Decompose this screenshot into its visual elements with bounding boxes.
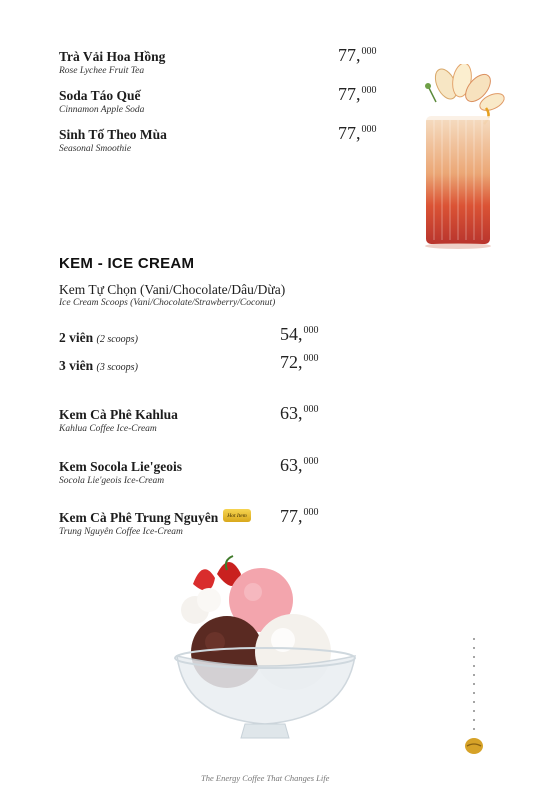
decor-dot bbox=[473, 719, 475, 721]
decor-dot bbox=[473, 710, 475, 712]
ice-cream-choice-sub: Ice Cream Scoops (Vani/Chocolate/Strawberry/Coconut) bbox=[59, 298, 276, 308]
drink-name-cinnamon-apple: Soda Táo Quế bbox=[59, 88, 141, 103]
drink-name-seasonal-smoothie: Sinh Tố Theo Mùa bbox=[59, 127, 167, 142]
decor-dot bbox=[473, 692, 475, 694]
drink-sub-rose-lychee: Rose Lychee Fruit Tea bbox=[59, 66, 145, 76]
decor-dot bbox=[473, 665, 475, 667]
decor-dot bbox=[473, 701, 475, 703]
drink-sub-cinnamon-apple: Cinnamon Apple Soda bbox=[59, 105, 145, 115]
decor-dot bbox=[473, 656, 475, 658]
item-sub-kahlua: Kahlua Coffee Ice-Cream bbox=[59, 424, 157, 434]
decor-dot bbox=[473, 674, 475, 676]
ice-cream-choice-name: Kem Tự Chọn (Vani/Chocolate/Dâu/Dừa) bbox=[59, 282, 286, 297]
scoop-option-3: 3 viên (3 scoops) bbox=[59, 358, 138, 373]
coffee-bean-icon bbox=[464, 736, 484, 756]
drink-name-rose-lychee: Trà Vải Hoa Hồng bbox=[59, 49, 166, 64]
drink-sub-seasonal-smoothie: Seasonal Smoothie bbox=[59, 144, 132, 154]
scoop-price-2: 54,$^{000}$ bbox=[280, 324, 319, 344]
footer-slogan: The Energy Coffee That Changes Life bbox=[201, 773, 330, 783]
item-price-trung-nguyen: 77,$^{000}$ bbox=[280, 506, 319, 526]
drink-price-seasonal-smoothie: 77,$^{000}$ bbox=[338, 123, 377, 143]
item-price-kahlua: 63,$^{000}$ bbox=[280, 403, 319, 423]
item-name-liegeois: Kem Socola Lie'geois bbox=[59, 459, 182, 474]
item-sub-trung-nguyen: Trung Nguyên Coffee Ice-Cream bbox=[59, 527, 183, 537]
ice-cream-bowl-image bbox=[165, 548, 365, 748]
drink-price-cinnamon-apple: 77,$^{000}$ bbox=[338, 84, 377, 104]
item-sub-liegeois: Socola Lie'geois Ice-Cream bbox=[59, 476, 165, 486]
scoop-price-3: 72,$^{000}$ bbox=[280, 352, 319, 372]
drink-price-rose-lychee: 77,$^{000}$ bbox=[338, 45, 377, 65]
scoop-option-2: 2 viên (2 scoops) bbox=[59, 330, 138, 345]
decor-dot bbox=[473, 647, 475, 649]
item-price-liegeois: 63,$^{000}$ bbox=[280, 455, 319, 475]
item-name-trung-nguyen: Kem Cà Phê Trung Nguyên bbox=[59, 510, 219, 525]
item-name-kahlua: Kem Cà Phê Kahlua bbox=[59, 407, 178, 422]
decor-dot bbox=[473, 683, 475, 685]
rose-lychee-tea-image bbox=[418, 64, 506, 250]
decor-dot bbox=[473, 638, 475, 640]
hot-item-badge: Hot Item bbox=[223, 509, 251, 522]
decor-dot bbox=[473, 728, 475, 730]
section-title-ice-cream: KEM - ICE CREAM bbox=[59, 255, 195, 272]
